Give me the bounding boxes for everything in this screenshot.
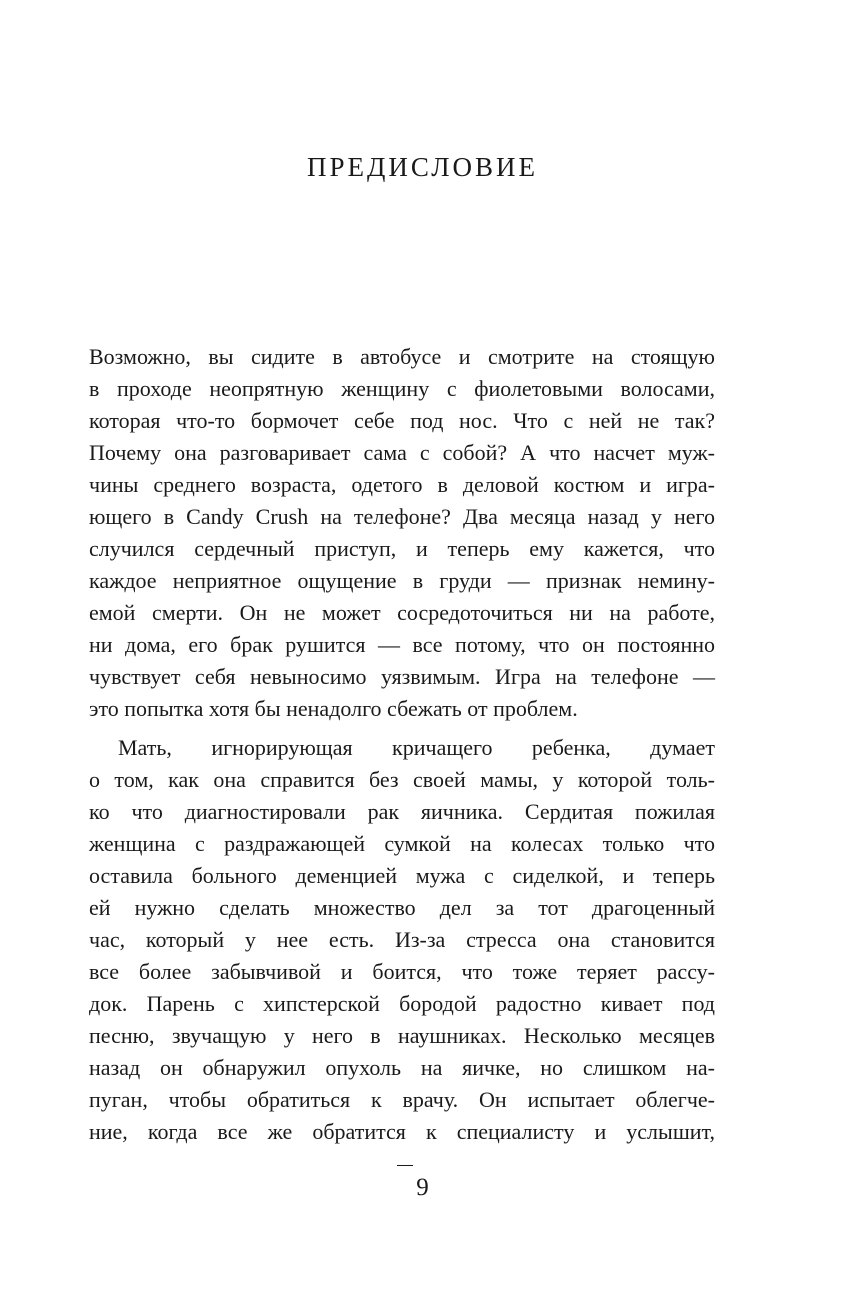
text-line: случился сердечный приступ, и теперь ему кажется, что — [89, 536, 715, 561]
text-line: ние, когда все же обратится к специалисту и услышит, — [89, 1119, 715, 1144]
text-line: оставила больного деменцией мужа с сиделкой, и теперь — [89, 863, 715, 888]
text-line: песню, звучащую у него в наушниках. Несколько месяцев — [89, 1023, 715, 1048]
text-line: чины среднего возраста, одетого в деловой костюм и игра- — [89, 472, 715, 497]
page-number-rule — [397, 1165, 413, 1166]
page-number: 9 — [416, 1174, 429, 1201]
text-line: час, который у нее есть. Из-за стресса она становится — [89, 927, 715, 952]
text-line: Почему она разговаривает сама с собой? А что насчет муж- — [89, 440, 715, 465]
text-line: женщина с раздражающей сумкой на колесах только что — [89, 831, 715, 856]
text-line: ни дома, его брак рушится — все потому, что он постоянно — [89, 632, 715, 657]
chapter-title: ПРЕДИСЛОВИЕ — [306, 152, 539, 182]
text-line: назад он обнаружил опухоль на яичке, но слишком на- — [89, 1055, 715, 1080]
text-line: о том, как она справится без своей мамы, у которой толь- — [89, 767, 715, 792]
text-line: ющего в Candy Crush на телефоне? Два месяца назад у него — [89, 504, 715, 529]
text-line: док. Парень с хипстерской бородой радостно кивает под — [89, 991, 715, 1016]
text-line: в проходе неопрятную женщину с фиолетовыми волосами, — [89, 376, 715, 401]
paragraph-1 — [89, 341, 715, 725]
text-line: пуган, чтобы обратиться к врачу. Он испытает облегче- — [89, 1087, 715, 1112]
text-line: Возможно, вы сидите в автобусе и смотрите на стоящую — [89, 344, 715, 369]
text-line: емой смерти. Он не может сосредоточиться ни на работе, — [89, 600, 715, 625]
text-line: Мать, игнорирующая кричащего ребенка, думает — [118, 735, 715, 760]
text-line: все более забывчивой и боится, что тоже теряет рассу- — [89, 959, 715, 984]
text-line: каждое неприятное ощущение в груди — признак немину- — [89, 568, 715, 593]
text-line: ко что диагностировали рак яичника. Сердитая пожилая — [89, 799, 715, 824]
text-line: это попытка хотя бы ненадолго сбежать от проблем. — [89, 696, 578, 721]
paragraph-gap — [89, 725, 715, 732]
body-text — [89, 341, 715, 1148]
text-line: чувствует себя невыносимо уязвимым. Игра на телефоне — — [89, 664, 715, 689]
text-line: ей нужно сделать множество дел за тот драгоценный — [89, 895, 715, 920]
paragraph-2 — [89, 732, 715, 1148]
text-line: которая что-то бормочет себе под нос. Что с ней не так? — [89, 408, 715, 433]
